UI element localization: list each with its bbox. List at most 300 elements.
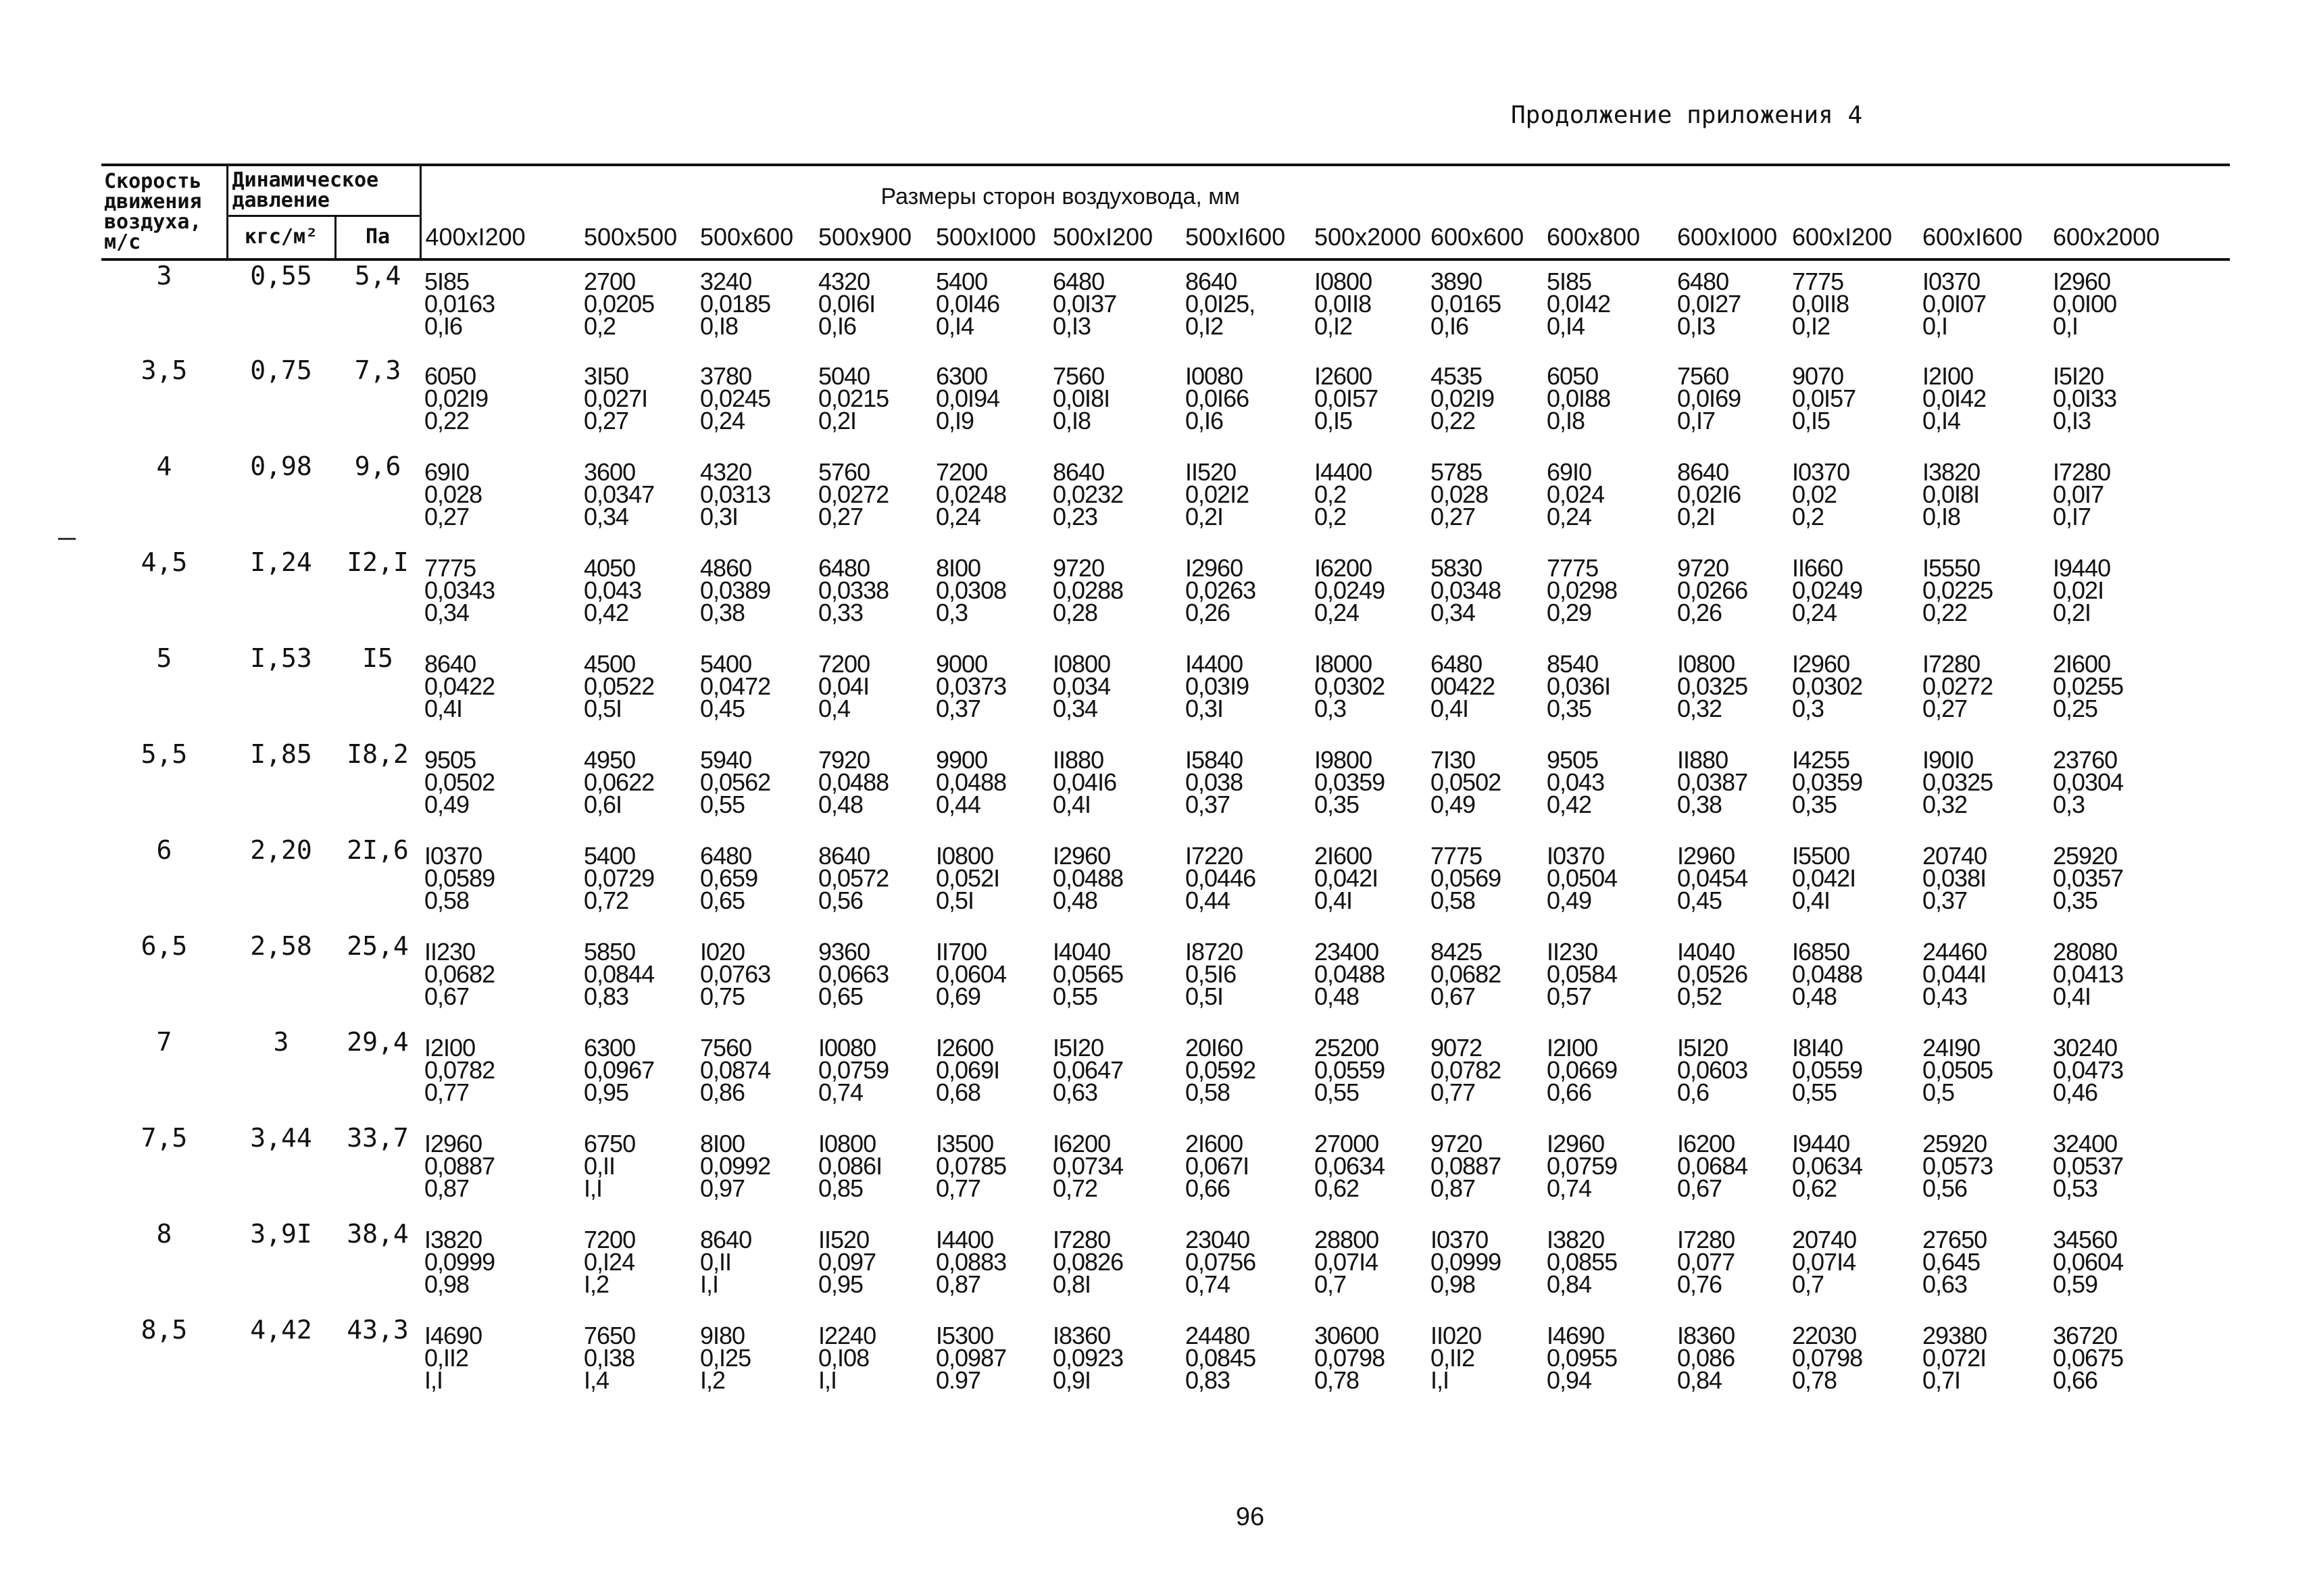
value-cell	[420, 931, 580, 1027]
value-cell	[1181, 739, 1310, 835]
value-cell	[1310, 355, 1426, 451]
loss-value: 0,85	[818, 1174, 864, 1202]
friction-value: 0,0I00	[2053, 289, 2117, 318]
flow-value: I2I00	[1547, 1033, 1598, 1062]
loss-value: 0,I4	[1547, 311, 1585, 340]
value-cell	[1543, 931, 1673, 1027]
friction-value: 0,0I37	[1053, 289, 1117, 318]
flow-value: I0080	[818, 1033, 876, 1062]
flow-value: I0370	[1430, 1225, 1489, 1253]
value-cell	[696, 259, 814, 355]
flow-value: 9900	[936, 745, 988, 774]
flow-value: I6200	[1677, 1129, 1735, 1157]
value-cell	[1181, 547, 1310, 643]
loss-value: 0,48	[1053, 886, 1098, 914]
flow-value: I2600	[936, 1033, 994, 1062]
value-cell	[932, 1027, 1049, 1123]
flow-value: II520	[818, 1225, 870, 1253]
flow-value: 9000	[936, 649, 988, 678]
friction-value: 0,042I	[1792, 864, 1856, 892]
flow-value: 25200	[1314, 1033, 1379, 1062]
value-cell	[1543, 835, 1673, 931]
friction-value: 0,0298	[1547, 576, 1618, 604]
flow-value: I5550	[1922, 553, 1981, 582]
value-cell	[2049, 931, 2230, 1027]
friction-value: 0,0883	[936, 1247, 1007, 1276]
value-cell	[696, 547, 814, 643]
loss-value: 0,63	[1053, 1078, 1098, 1106]
loss-value: 0,77	[1430, 1078, 1476, 1106]
speed-cell: 5,5	[141, 739, 188, 769]
friction-value: 0,I25	[700, 1343, 751, 1372]
loss-value: 0,66	[1547, 1078, 1592, 1106]
loss-value: 0,44	[936, 790, 981, 818]
friction-value: 0,0844	[584, 959, 655, 988]
loss-value: 0,2	[1314, 502, 1347, 530]
value-cell	[1788, 259, 1918, 355]
flow-value: 9720	[1053, 553, 1105, 582]
value-cell	[696, 451, 814, 547]
flow-value: 20740	[1922, 841, 1987, 870]
flow-value: I4255	[1792, 745, 1850, 774]
friction-value: 0,052I	[936, 864, 1000, 892]
value-cell	[1426, 1123, 1543, 1219]
friction-value: 0,2	[1314, 480, 1347, 508]
value-cell	[1049, 1315, 1181, 1411]
flow-value: 8425	[1430, 937, 1483, 966]
value-cell	[1426, 1315, 1543, 1411]
value-cell	[1543, 1219, 1673, 1315]
loss-value: 0,I8	[700, 311, 739, 340]
value-cell	[1673, 451, 1788, 547]
value-cell	[814, 931, 932, 1027]
size-header: 600x600	[1430, 222, 1524, 251]
loss-value: 0,74	[1185, 1270, 1230, 1298]
friction-value: 0,0472	[700, 672, 771, 700]
flow-value: 6480	[818, 553, 870, 582]
loss-value: 0,84	[1677, 1366, 1722, 1394]
friction-value: 0,0592	[1185, 1055, 1256, 1084]
loss-value: 0,28	[1053, 598, 1098, 626]
friction-value: 0,0826	[1053, 1247, 1124, 1276]
loss-value: 0,49	[1430, 790, 1476, 818]
loss-value: 0,22	[424, 406, 470, 434]
loss-value: 0,83	[584, 982, 629, 1010]
value-cell	[932, 259, 1049, 355]
friction-value: 0,0992	[700, 1151, 771, 1180]
value-cell	[420, 1315, 580, 1411]
flow-value: 9360	[818, 937, 870, 966]
value-cell	[1673, 547, 1788, 643]
flow-value: I5500	[1792, 841, 1850, 870]
value-cell	[696, 931, 814, 1027]
value-cell	[696, 643, 814, 739]
flow-value: II660	[1792, 553, 1843, 582]
friction-value: 0,0987	[936, 1343, 1007, 1372]
flow-value: 8640	[1677, 457, 1729, 486]
value-cell	[932, 643, 1049, 739]
friction-value: 0,0163	[424, 289, 495, 318]
friction-value: 0,027I	[584, 384, 648, 412]
value-cell	[1049, 355, 1181, 451]
flow-value: I2I00	[1922, 361, 1974, 390]
value-cell	[1543, 739, 1673, 835]
friction-value: 0,024	[1547, 480, 1605, 508]
value-cell	[1918, 451, 2049, 547]
flow-value: I0370	[1792, 457, 1850, 486]
friction-value: 0,0I94	[936, 384, 1000, 412]
speed-cell: 7	[156, 1026, 172, 1057]
value-cell	[1181, 355, 1310, 451]
loss-value: 0,I6	[424, 311, 463, 340]
loss-value: 0,4	[818, 694, 851, 722]
speed-header: Скорость движения воздуха, м/с	[101, 165, 227, 259]
loss-value: 0,I3	[1677, 311, 1716, 340]
value-cell	[1426, 643, 1543, 739]
pressure-pa-cell: 43,3	[347, 1314, 409, 1345]
value-cell	[1673, 931, 1788, 1027]
flow-value: I2960	[1792, 649, 1850, 678]
friction-value: 0,0634	[1792, 1151, 1863, 1180]
table-row	[101, 1315, 2230, 1411]
friction-value: 0,02I6	[1677, 480, 1741, 508]
value-cell	[420, 643, 580, 739]
flow-value: 3240	[700, 267, 752, 295]
flow-value: 7650	[584, 1321, 636, 1349]
table-row	[101, 835, 2230, 931]
friction-value: 0,0782	[1430, 1055, 1501, 1084]
value-cell	[1918, 259, 2049, 355]
dynamic-pressure-header: Динамическое давление	[227, 165, 420, 216]
loss-value: 0,35	[1547, 694, 1592, 722]
flow-value: 28080	[2053, 937, 2118, 966]
flow-value: 6300	[584, 1033, 636, 1062]
friction-value: 0,0348	[1430, 576, 1501, 604]
flow-value: I2960	[1677, 841, 1735, 870]
value-cell	[1543, 451, 1673, 547]
flow-value: I0800	[1053, 649, 1111, 678]
friction-value: 0,I24	[584, 1247, 635, 1276]
loss-value: 0,95	[584, 1078, 629, 1106]
loss-value: 0,3	[936, 598, 968, 626]
loss-value: 0,4I	[1430, 694, 1469, 722]
friction-value: 0,0729	[584, 864, 655, 892]
flow-value: 5I85	[1547, 267, 1592, 295]
flow-value: 20740	[1792, 1225, 1857, 1253]
friction-value: 0,0855	[1547, 1247, 1618, 1276]
flow-value: 4500	[584, 649, 636, 678]
table-row	[101, 1027, 2230, 1123]
loss-value: 0,83	[1185, 1366, 1230, 1394]
table-row	[101, 451, 2230, 547]
friction-value: 0,0604	[936, 959, 1007, 988]
loss-value: 0,I8	[1922, 502, 1961, 530]
flow-value: I3820	[1922, 457, 1981, 486]
flow-value: 6300	[936, 361, 988, 390]
size-header: 600xI200	[1792, 222, 1893, 251]
friction-value: 0,0I88	[1547, 384, 1611, 412]
loss-value: I,2	[700, 1366, 726, 1394]
loss-value: 0,2I	[818, 406, 857, 434]
value-cell	[1049, 931, 1181, 1027]
pressure-kgf-cell: 3,9I	[250, 1218, 312, 1249]
friction-value: 0,038I	[1922, 864, 1987, 892]
loss-value: 0,23	[1053, 502, 1098, 530]
value-cell	[1673, 1315, 1788, 1411]
value-cell	[1049, 739, 1181, 835]
speed-cell: 6,5	[141, 930, 188, 961]
loss-value: 0,67	[424, 982, 470, 1010]
value-cell	[1543, 1315, 1673, 1411]
flow-value: 6050	[1547, 361, 1599, 390]
flow-value: I7280	[2053, 457, 2111, 486]
loss-value: 0,48	[1314, 982, 1360, 1010]
friction-value: 0,0589	[424, 864, 495, 892]
friction-value: 0,067I	[1185, 1151, 1249, 1180]
friction-value: 0,0248	[936, 480, 1007, 508]
pressure-pa-cell: I8,2	[347, 739, 409, 769]
table-row	[101, 1219, 2230, 1315]
loss-value: 0,I8	[1053, 406, 1091, 434]
loss-value: 0,65	[818, 982, 864, 1010]
loss-value: 0,43	[1922, 982, 1968, 1010]
loss-value: 0,2I	[1185, 502, 1224, 530]
friction-value: 0,0999	[424, 1247, 495, 1276]
loss-value: 0,69	[936, 982, 981, 1010]
friction-value: 0,0584	[1547, 959, 1618, 988]
loss-value: 0,I9	[936, 406, 974, 434]
friction-value: 0,0387	[1677, 768, 1748, 796]
friction-value: 0,0603	[1677, 1055, 1748, 1084]
friction-value: 0,0446	[1185, 864, 1256, 892]
friction-value: 0,0I42	[1547, 289, 1611, 318]
friction-value: 0,645	[1922, 1247, 1981, 1276]
value-cell	[1426, 931, 1543, 1027]
loss-value: 0,24	[1314, 598, 1360, 626]
flow-value: I5I20	[1677, 1033, 1728, 1062]
value-cell	[1788, 1315, 1918, 1411]
loss-value: 0,7	[1314, 1270, 1347, 1298]
friction-value: 0,0502	[424, 768, 495, 796]
flow-value: 8I00	[936, 553, 981, 582]
flow-value: 30600	[1314, 1321, 1379, 1349]
unit-kgf-header: кгс/м²	[227, 216, 335, 259]
friction-value: 0,02I	[2053, 576, 2104, 604]
friction-value: 0,0782	[424, 1055, 495, 1084]
value-cell	[1310, 1123, 1426, 1219]
value-cell	[1673, 259, 1788, 355]
value-cell	[1310, 1219, 1426, 1315]
flow-value: 8540	[1547, 649, 1599, 678]
flow-value: 27650	[1922, 1225, 1987, 1253]
friction-value: 0,0967	[584, 1055, 655, 1084]
value-cell	[580, 547, 696, 643]
loss-value: 0,75	[700, 982, 745, 1010]
value-cell	[1310, 931, 1426, 1027]
value-cell	[1788, 1219, 1918, 1315]
friction-value: 0,0232	[1053, 480, 1124, 508]
friction-value: 0,0245	[700, 384, 771, 412]
loss-value: 0,27	[818, 502, 864, 530]
speed-cell: 3	[156, 260, 172, 291]
loss-value: 0,52	[1677, 982, 1722, 1010]
friction-value: 0,0537	[2053, 1151, 2124, 1180]
loss-value: 0,72	[1053, 1174, 1098, 1202]
loss-value: 0,87	[936, 1270, 981, 1298]
loss-value: 0,I6	[818, 311, 857, 340]
friction-value: 0,028	[424, 480, 482, 508]
loss-value: 0,58	[1430, 886, 1476, 914]
loss-value: 0,7	[1792, 1270, 1824, 1298]
loss-value: 0,4I	[1053, 790, 1091, 818]
flow-value: I0370	[1547, 841, 1605, 870]
value-cell	[696, 835, 814, 931]
value-cell	[1426, 547, 1543, 643]
pressure-pa-cell: 2I,6	[347, 834, 409, 865]
friction-value: 0,0734	[1053, 1151, 1124, 1180]
friction-value: 0,0798	[1314, 1343, 1385, 1372]
flow-value: I0800	[1677, 649, 1735, 678]
friction-value: 00422	[1430, 672, 1495, 700]
loss-value: 0,32	[1677, 694, 1722, 722]
flow-value: 6050	[424, 361, 476, 390]
flow-value: 34560	[2053, 1225, 2118, 1253]
loss-value: 0,97	[700, 1174, 745, 1202]
loss-value: 0,24	[1547, 502, 1592, 530]
value-cell	[1181, 1315, 1310, 1411]
flow-value: 6480	[1053, 267, 1105, 295]
flow-value: 22030	[1792, 1321, 1857, 1349]
flow-value: 8640	[700, 1225, 752, 1253]
loss-value: 0,44	[1185, 886, 1230, 914]
friction-value: 0,0I6I	[818, 289, 876, 318]
flow-value: II700	[936, 937, 987, 966]
loss-value: 0,74	[818, 1078, 864, 1106]
value-cell	[1788, 1027, 1918, 1123]
pressure-kgf-cell: I,85	[250, 739, 312, 769]
friction-value: 0,0255	[2053, 672, 2124, 700]
flow-value: 7200	[818, 649, 870, 678]
value-cell	[1181, 835, 1310, 931]
friction-value: 0,0I69	[1677, 384, 1741, 412]
flow-value: I2960	[424, 1129, 482, 1157]
loss-value: 0,I6	[1430, 311, 1469, 340]
value-cell	[1543, 547, 1673, 643]
value-cell	[580, 1123, 696, 1219]
value-cell	[2049, 451, 2230, 547]
loss-value: 0,33	[818, 598, 864, 626]
value-cell	[1049, 1219, 1181, 1315]
value-cell	[1310, 1315, 1426, 1411]
size-header: 600xI600	[1922, 222, 2023, 251]
loss-value: 0,2	[1792, 502, 1824, 530]
loss-value: 0,87	[1430, 1174, 1476, 1202]
loss-value: 0,24	[936, 502, 981, 530]
flow-value: I2960	[1053, 841, 1111, 870]
flow-value: I0800	[1314, 267, 1372, 295]
friction-value: 0,042I	[1314, 864, 1378, 892]
loss-value: 0,29	[1547, 598, 1592, 626]
flow-value: 8640	[1053, 457, 1105, 486]
friction-value: 0,0559	[1792, 1055, 1863, 1084]
value-cell	[1918, 547, 2049, 643]
value-cell	[580, 451, 696, 547]
loss-value: 0,8I	[1053, 1270, 1091, 1298]
loss-value: 0,78	[1314, 1366, 1360, 1394]
pressure-pa-cell: 29,4	[347, 1026, 409, 1057]
value-cell	[1918, 355, 2049, 451]
flow-value: I4400	[1185, 649, 1243, 678]
flow-value: I9440	[2053, 553, 2111, 582]
loss-value: 0,66	[2053, 1366, 2098, 1394]
loss-value: 0,56	[818, 886, 864, 914]
flow-value: 7775	[1792, 267, 1844, 295]
value-cell	[1918, 1219, 2049, 1315]
flow-value: 2700	[584, 267, 636, 295]
flow-value: I2I00	[424, 1033, 476, 1062]
flow-value: 7775	[1430, 841, 1483, 870]
value-cell	[1543, 643, 1673, 739]
friction-value: 0,0325	[1677, 672, 1748, 700]
speed-cell: 5	[156, 643, 172, 673]
sizes-title: Размеры сторон воздуховода, мм	[880, 183, 1241, 209]
flow-value: I5300	[936, 1321, 994, 1349]
friction-value: 0,II	[700, 1247, 732, 1276]
loss-value: 0,55	[1792, 1078, 1837, 1106]
loss-value: I,I	[1430, 1366, 1449, 1394]
flow-value: I6200	[1053, 1129, 1111, 1157]
loss-value: 0,72	[584, 886, 629, 914]
friction-value: 0,0359	[1314, 768, 1385, 796]
friction-value: 0,02	[1792, 480, 1837, 508]
loss-value: 0,35	[1314, 790, 1360, 818]
flow-value: 6750	[584, 1129, 636, 1157]
flow-value: I8360	[1677, 1321, 1735, 1349]
flow-value: I0370	[1922, 267, 1981, 295]
value-cell	[696, 1315, 814, 1411]
loss-value: 0,27	[1922, 694, 1968, 722]
loss-value: 0,77	[424, 1078, 470, 1106]
loss-value: 0,4I	[424, 694, 463, 722]
flow-value: 7200	[584, 1225, 636, 1253]
loss-value: 0,34	[424, 598, 470, 626]
flow-value: II230	[424, 937, 476, 966]
flow-value: I2960	[1185, 553, 1243, 582]
loss-value: 0,I4	[1922, 406, 1961, 434]
value-cell	[580, 931, 696, 1027]
flow-value: II880	[1677, 745, 1728, 774]
flow-value: 5940	[700, 745, 752, 774]
value-cell	[1049, 643, 1181, 739]
friction-value: 0,0682	[1430, 959, 1501, 988]
value-cell	[1310, 259, 1426, 355]
size-header: 400xI200	[425, 222, 526, 251]
value-cell	[2049, 739, 2230, 835]
friction-value: 0,0272	[1922, 672, 1993, 700]
speed-cell: 7,5	[141, 1122, 188, 1153]
pressure-kgf-cell: 4,42	[250, 1314, 312, 1345]
value-cell	[1918, 739, 2049, 835]
friction-value: 0,0663	[818, 959, 889, 988]
value-cell	[1788, 931, 1918, 1027]
loss-value: 0,4I	[1314, 886, 1353, 914]
value-cell	[1426, 259, 1543, 355]
flow-value: 6480	[700, 841, 752, 870]
table-row	[101, 739, 2230, 835]
friction-value: 0,0205	[584, 289, 655, 318]
flow-value: 36720	[2053, 1321, 2118, 1349]
flow-value: I5I20	[1053, 1033, 1104, 1062]
